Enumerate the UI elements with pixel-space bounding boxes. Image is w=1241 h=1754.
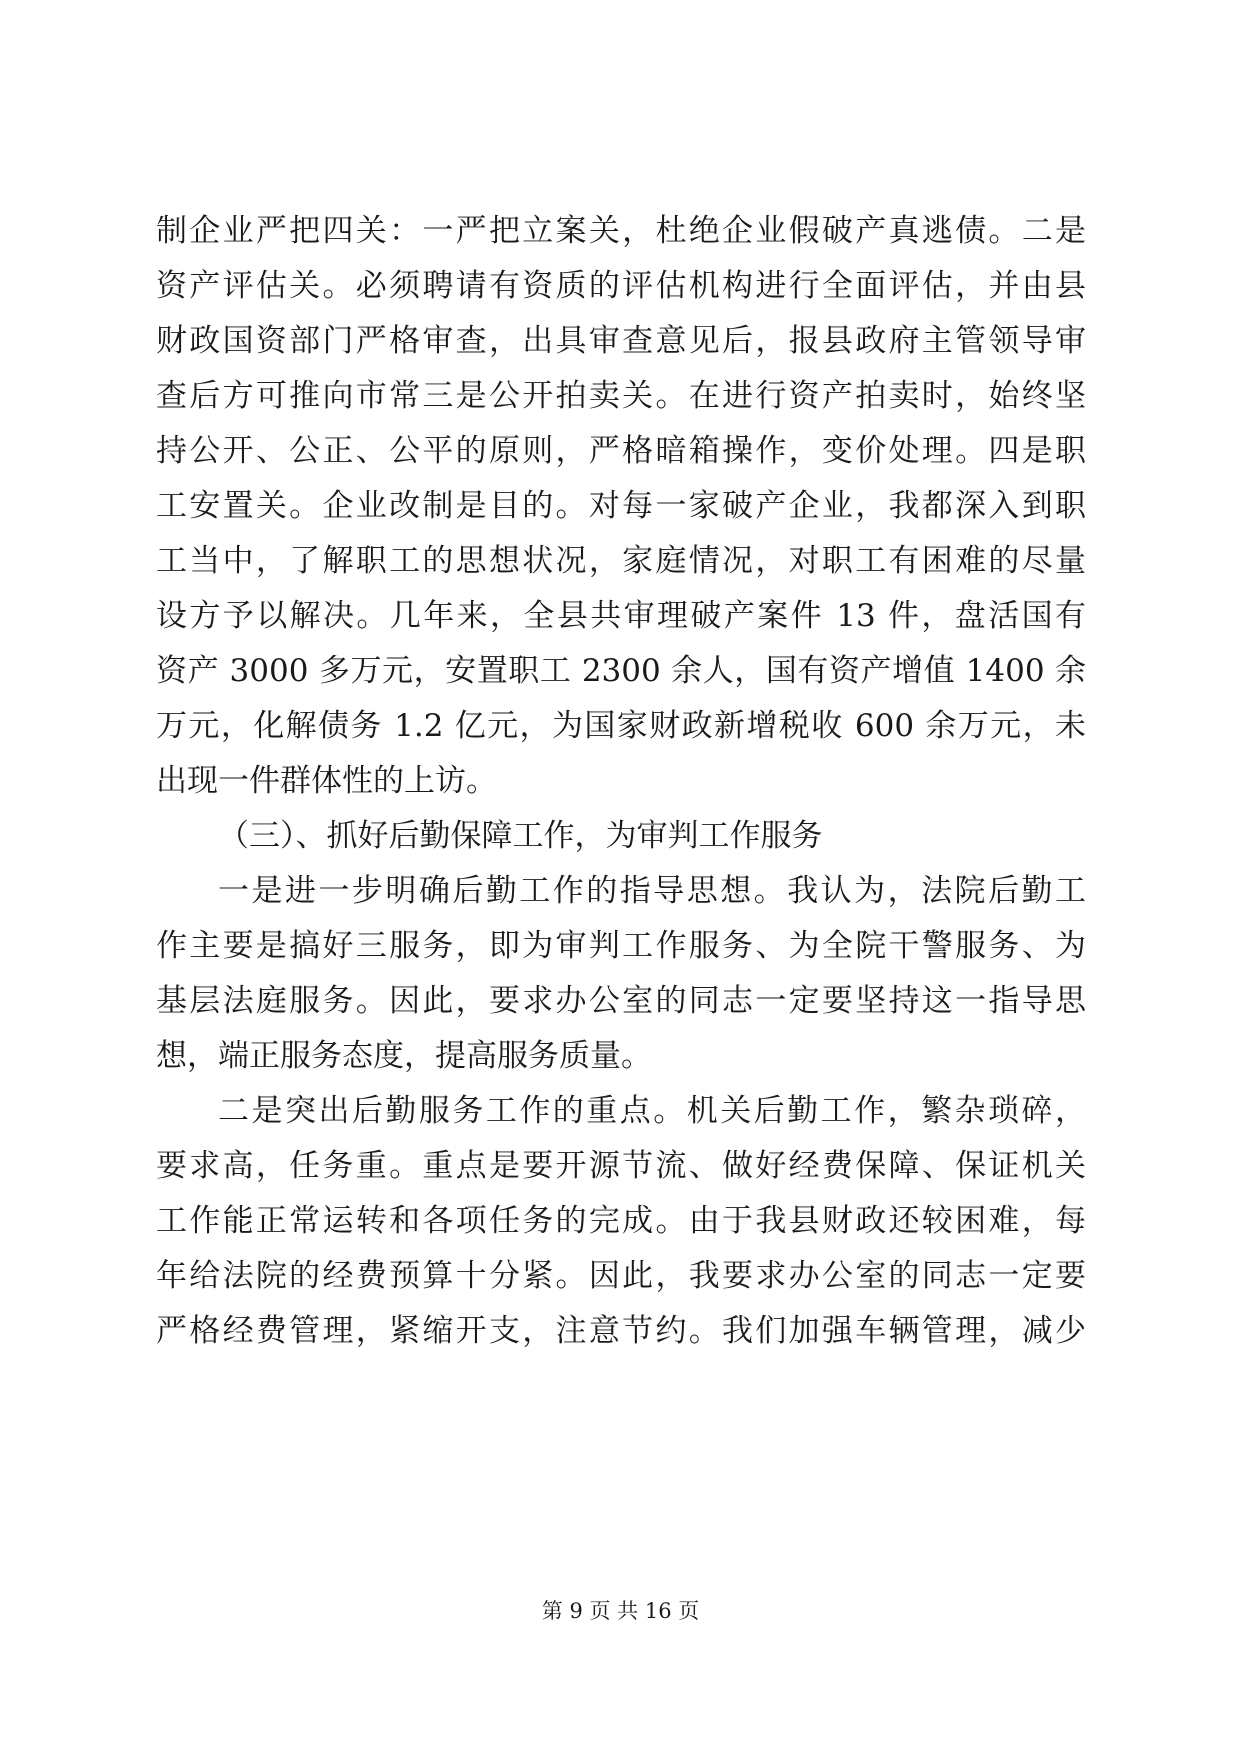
text-line: 严格经费管理，紧缩开支，注意节约。我们加强车辆管理，减少 bbox=[156, 1313, 1086, 1349]
text-line: 财政国资部门严格审查，出具审查意见后，报县政府主管领导审 bbox=[156, 323, 1086, 359]
text-line: 制企业严把四关：一严把立案关，杜绝企业假破产真逃债。二是 bbox=[156, 213, 1086, 249]
text-line: 工作能正常运转和各项任务的完成。由于我县财政还较困难，每 bbox=[156, 1203, 1086, 1239]
text-line: 基层法庭服务。因此，要求办公室的同志一定要坚持这一指导思 bbox=[156, 983, 1086, 1019]
text-line: 二是突出后勤服务工作的重点。机关后勤工作，繁杂琐碎， bbox=[218, 1093, 1086, 1129]
page-footer: 第 9 页 共 16 页 bbox=[541, 1599, 700, 1623]
text-line: 工安置关。企业改制是目的。对每一家破产企业，我都深入到职 bbox=[156, 488, 1086, 524]
text-line: 查后方可推向市常三是公开拍卖关。在进行资产拍卖时，始终坚 bbox=[156, 378, 1086, 414]
text-line: 设方予以解决。几年来，全县共审理破产案件 13 件，盘活国有 bbox=[156, 598, 1086, 634]
text-line: 持公开、公正、公平的原则，严格暗箱操作，变价处理。四是职 bbox=[156, 433, 1086, 469]
text-line: 资产 3000 多万元，安置职工 2300 余人，国有资产增值 1400 余 bbox=[156, 653, 1086, 689]
text-line: 作主要是搞好三服务，即为审判工作服务、为全院干警服务、为 bbox=[156, 928, 1086, 964]
text-line: 一是进一步明确后勤工作的指导思想。我认为，法院后勤工 bbox=[218, 873, 1086, 909]
text-line: 要求高，任务重。重点是要开源节流、做好经费保障、保证机关 bbox=[156, 1148, 1086, 1184]
text-line: 年给法院的经费预算十分紧。因此，我要求办公室的同志一定要 bbox=[156, 1258, 1086, 1294]
text-line: 资产评估关。必须聘请有资质的评估机构进行全面评估，并由县 bbox=[156, 268, 1086, 304]
text-line: 出现一件群体性的上访。 bbox=[156, 763, 497, 799]
text-line: 想，端正服务态度，提高服务质量。 bbox=[156, 1038, 652, 1074]
text-line: 万元，化解债务 1.2 亿元，为国家财政新增税收 600 余万元，未 bbox=[156, 708, 1086, 744]
text-line: 工当中，了解职工的思想状况，家庭情况，对职工有困难的尽量 bbox=[156, 543, 1086, 579]
section-heading: （三）、抓好后勤保障工作，为审判工作服务 bbox=[218, 818, 823, 854]
